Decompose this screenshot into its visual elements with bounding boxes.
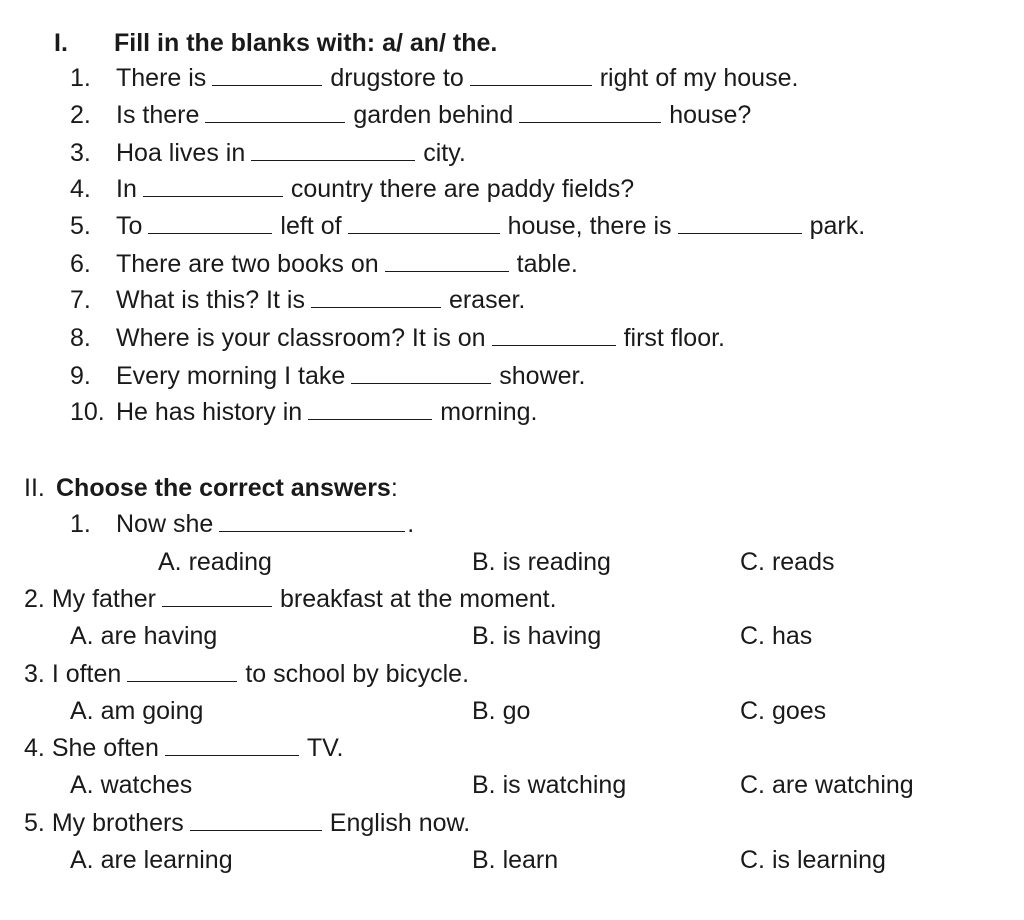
answer-blank[interactable]: [219, 511, 405, 532]
answer-blank[interactable]: [148, 213, 272, 234]
item-number: 10.: [70, 398, 105, 426]
item-text: country there are paddy fields?: [290, 175, 635, 203]
item-number: 4.: [70, 175, 91, 203]
question-text: TV.: [306, 734, 344, 762]
fill-item-7: [70, 285, 525, 315]
item-text: first floor.: [623, 324, 725, 352]
question-text: English now.: [329, 809, 471, 837]
question-text: I often: [51, 660, 122, 688]
question-text: .: [407, 510, 415, 538]
option-c[interactable]: C. reads: [740, 548, 835, 576]
question-text: My father: [51, 585, 157, 613]
item-text: garden behind: [353, 101, 514, 129]
item-text: There are two books on: [116, 250, 379, 278]
item-number: 5.: [70, 212, 91, 240]
option-b[interactable]: B. is watching: [472, 771, 627, 799]
question-number: 5.: [24, 809, 45, 837]
question-text: Now she: [116, 510, 214, 538]
item-text: left of: [280, 212, 342, 240]
option-b[interactable]: B. is reading: [472, 548, 611, 576]
item-text: He has history in: [116, 398, 303, 426]
option-b[interactable]: B. is having: [472, 622, 602, 650]
section2-title: Choose the correct answers: [56, 474, 391, 502]
answer-blank[interactable]: [205, 102, 345, 123]
answer-blank[interactable]: [251, 140, 415, 161]
item-number: 1.: [70, 64, 91, 92]
section2-numeral: II.: [24, 474, 45, 502]
item-text: There is: [116, 64, 207, 92]
option-b[interactable]: B. go: [472, 697, 531, 725]
item-text: city.: [423, 139, 466, 167]
item-text: Every morning I take: [116, 362, 346, 390]
fill-item-9: [70, 361, 585, 391]
answer-blank[interactable]: [470, 65, 592, 86]
question-number: 2.: [24, 585, 45, 613]
item-text: table.: [516, 250, 578, 278]
question-number: 1.: [70, 510, 91, 538]
item-text: right of my house.: [599, 64, 799, 92]
option-b[interactable]: B. learn: [472, 846, 559, 874]
section2-colon: :: [390, 474, 398, 502]
answer-blank[interactable]: [190, 810, 322, 831]
fill-item-3: [70, 138, 466, 168]
item-number: 8.: [70, 324, 91, 352]
section1-numeral: I.: [54, 29, 68, 57]
answer-blank[interactable]: [678, 213, 802, 234]
option-c[interactable]: C. are watching: [740, 771, 914, 799]
answer-blank[interactable]: [127, 661, 237, 682]
item-number: 2.: [70, 101, 91, 129]
question-text: breakfast at the moment.: [280, 585, 557, 613]
section1-heading: [54, 28, 497, 58]
answer-blank[interactable]: [492, 325, 616, 346]
answer-blank[interactable]: [385, 251, 509, 272]
question-text: to school by bicycle.: [245, 660, 470, 688]
answer-blank[interactable]: [143, 176, 283, 197]
item-text: drugstore to: [330, 64, 464, 92]
question-text: She often: [51, 734, 159, 762]
item-text: shower.: [499, 362, 586, 390]
answer-blank[interactable]: [212, 65, 322, 86]
answer-blank[interactable]: [162, 586, 272, 607]
item-number: 3.: [70, 139, 91, 167]
option-c[interactable]: C. has: [740, 622, 813, 650]
answer-blank[interactable]: [348, 213, 500, 234]
item-text: Hoa lives in: [116, 139, 246, 167]
fill-item-6: [70, 249, 578, 279]
fill-item-1: [70, 63, 798, 93]
fill-item-2: [70, 100, 751, 130]
option-c[interactable]: C. goes: [740, 697, 827, 725]
item-text: house, there is: [507, 212, 672, 240]
fill-item-4: [70, 174, 634, 204]
item-text: morning.: [440, 398, 538, 426]
question-number: 4.: [24, 734, 45, 762]
item-text: What is this? It is: [116, 286, 305, 314]
mc-question-2: [24, 584, 557, 614]
mc-question-5: [24, 808, 470, 838]
answer-blank[interactable]: [165, 735, 299, 756]
item-text: park.: [809, 212, 866, 240]
answer-blank[interactable]: [308, 399, 432, 420]
item-text: In: [116, 175, 137, 203]
answer-blank[interactable]: [311, 287, 441, 308]
mc-question-3: [24, 659, 469, 689]
option-c[interactable]: C. is learning: [740, 846, 886, 874]
fill-item-8: [70, 323, 725, 353]
option-a[interactable]: A. are having: [70, 622, 218, 650]
item-text: eraser.: [448, 286, 526, 314]
mc-question-1: [70, 509, 414, 539]
section2-heading: [24, 473, 398, 503]
item-text: house?: [669, 101, 752, 129]
fill-item-5: [70, 211, 865, 241]
question-text: My brothers: [51, 809, 184, 837]
option-a[interactable]: A. reading: [158, 548, 272, 576]
mc-question-4: [24, 733, 343, 763]
option-a[interactable]: A. are learning: [70, 846, 233, 874]
item-text: Is there: [116, 101, 200, 129]
item-text: To: [116, 212, 143, 240]
section1-title: Fill in the blanks with: a/ an/ the.: [114, 29, 498, 57]
option-a[interactable]: A. watches: [70, 771, 193, 799]
item-number: 7.: [70, 286, 91, 314]
fill-item-10: [70, 397, 537, 427]
answer-blank[interactable]: [519, 102, 661, 123]
item-number: 6.: [70, 250, 91, 278]
answer-blank[interactable]: [351, 363, 491, 384]
option-a[interactable]: A. am going: [70, 697, 204, 725]
item-text: Where is your classroom? It is on: [116, 324, 486, 352]
question-number: 3.: [24, 660, 45, 688]
item-number: 9.: [70, 362, 91, 390]
